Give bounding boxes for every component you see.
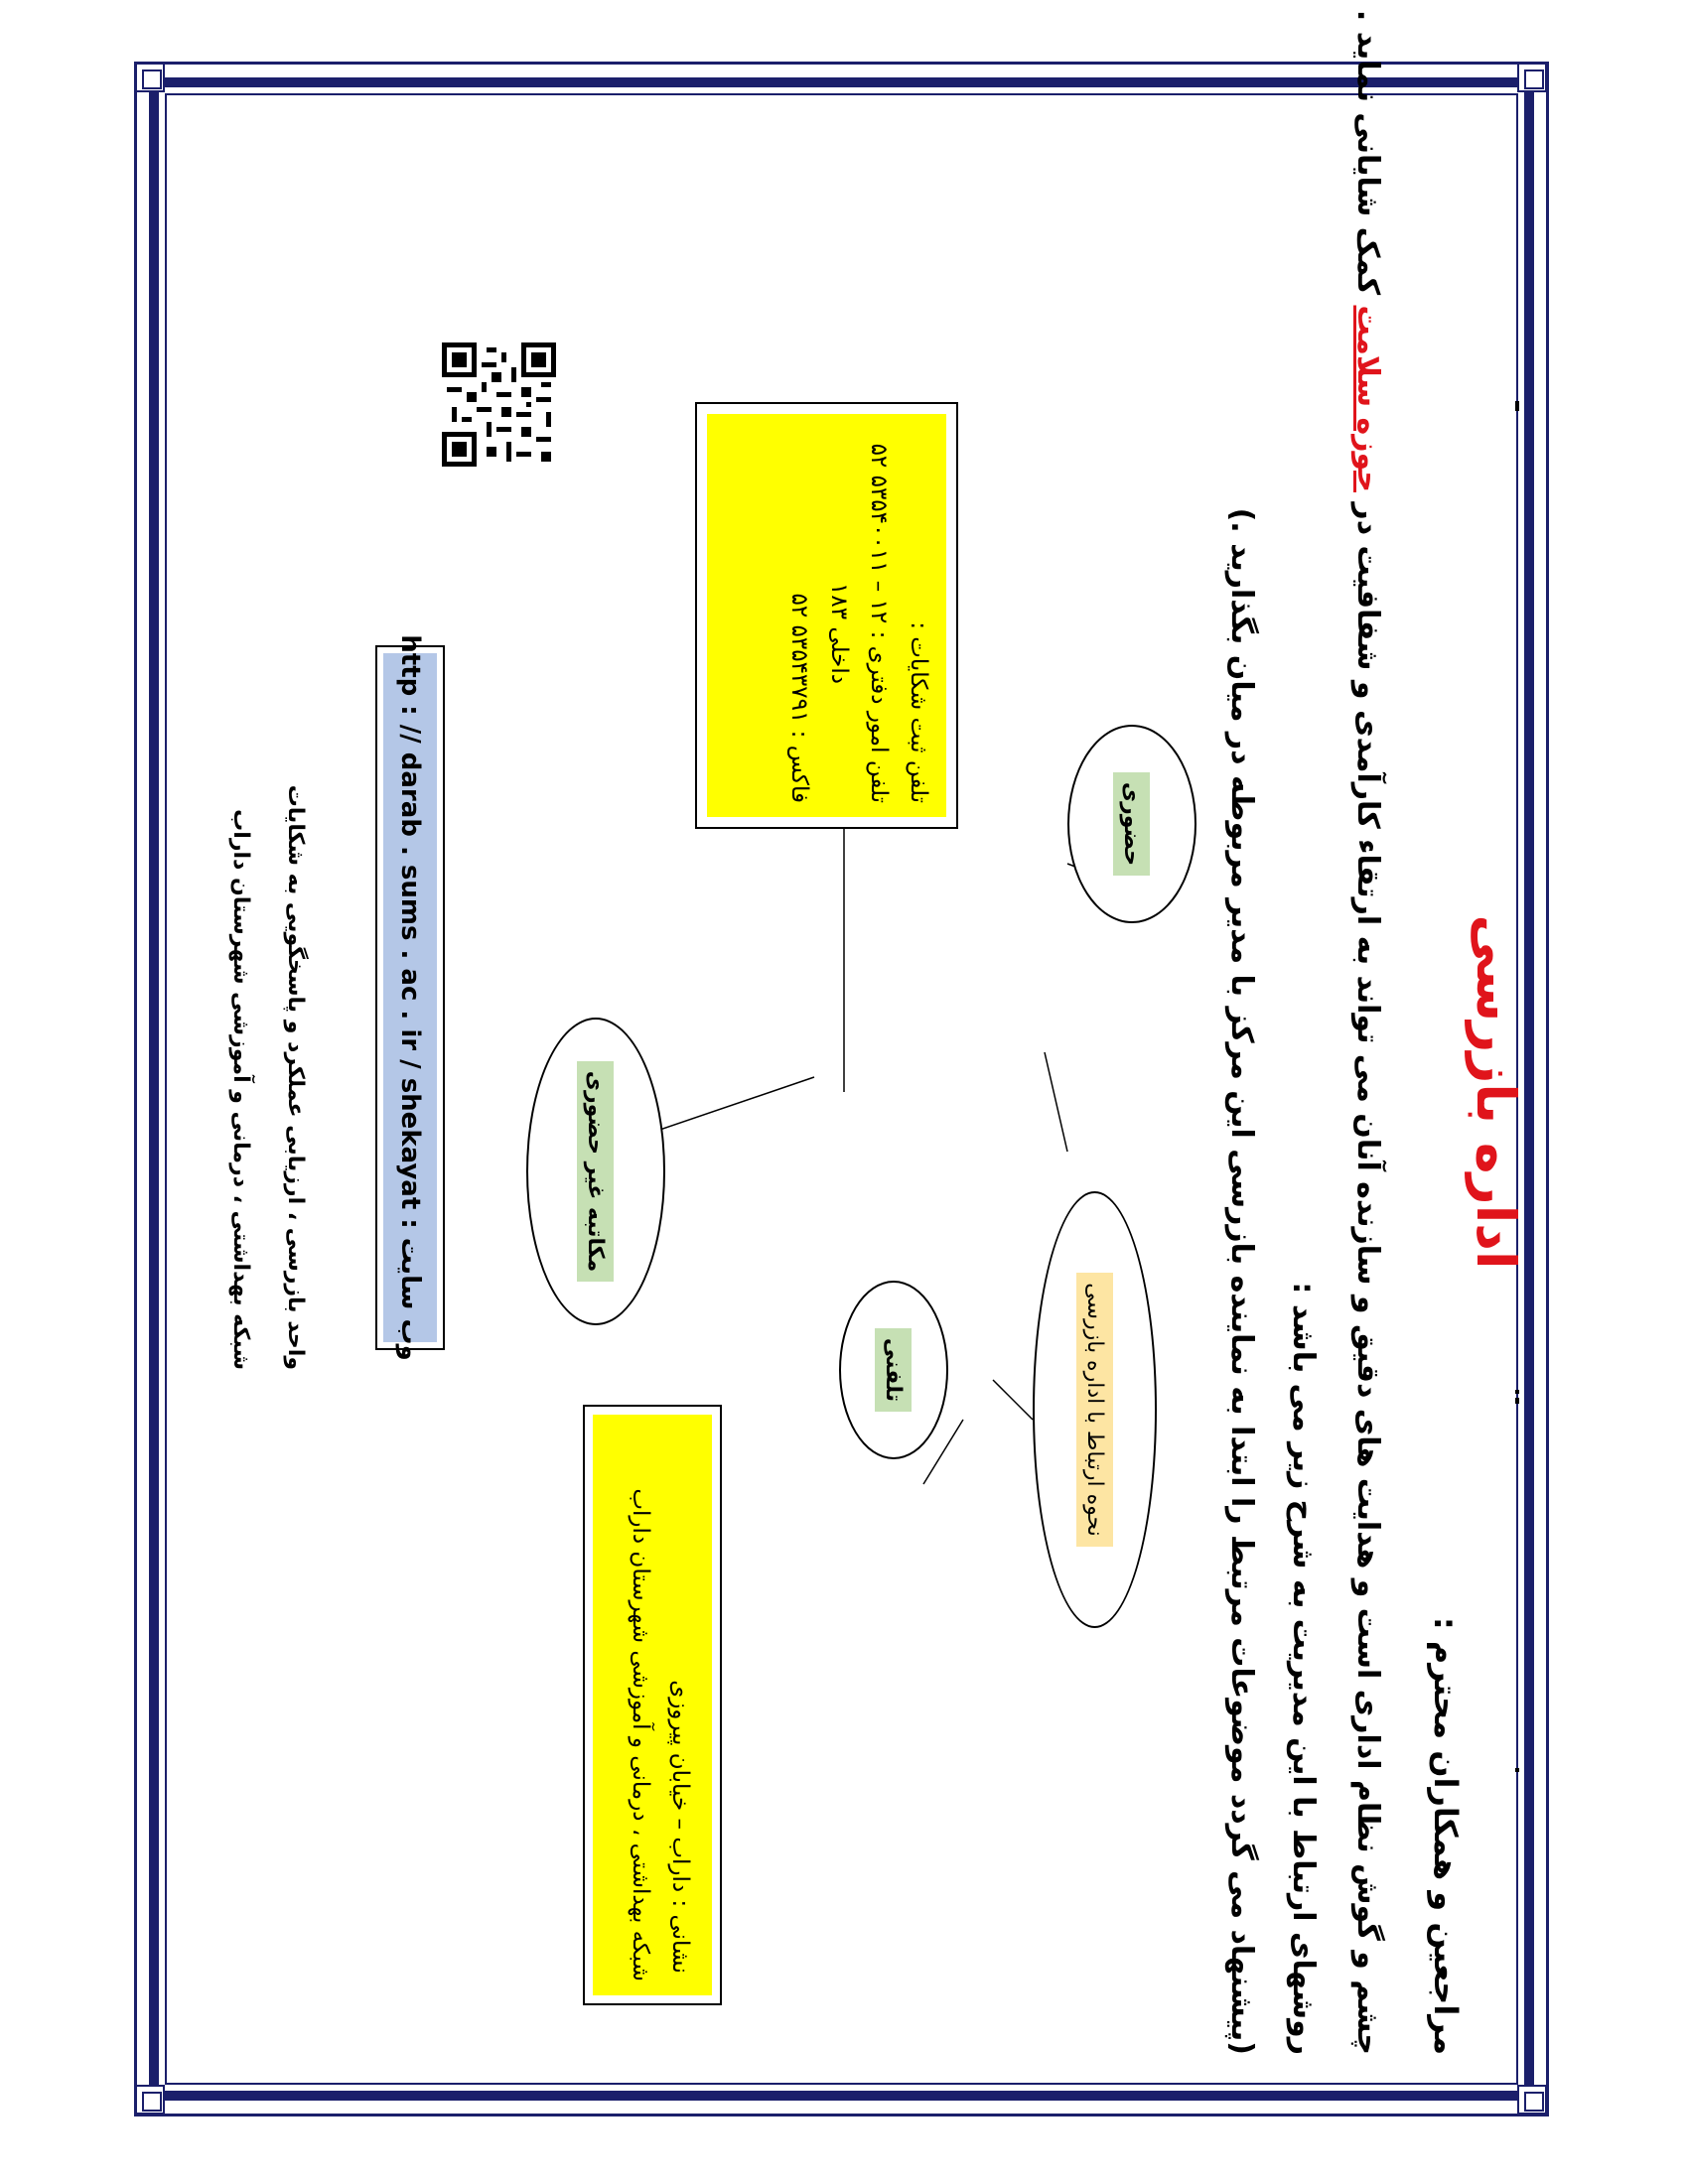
rotated-page-content [169,9,1527,2085]
connector-line [993,1380,1033,1420]
footer-block [194,784,323,1370]
phone-node-ellipse [839,1281,948,1459]
inperson-node-ellipse [1067,725,1196,923]
written-node-label: مکاتبه غیر حضوری [578,1061,615,1282]
address-text [593,1415,712,1995]
fax-number: فاکس : ۵۳۵۴۳۷۹۱ ۵۲ [786,593,812,803]
page-title: اداره بازرسی [1465,914,1527,1270]
phone-info-fill [707,414,946,817]
phone-info-box [695,402,958,829]
qr-code-icon [442,342,556,467]
methods-intro: روشهای ارتباط با این مدیریت به شرح زیر می باشد : [1286,1282,1321,2055]
address-org: شبکه بهداشتی ، درمانی و آموزشی شهرستان داراب [628,1488,653,1981]
health-domain-highlight: حوزه سلامت [1350,305,1385,492]
phone-node-label: تلفنی [876,1328,913,1412]
body-text-line1: چشم و گوش نظام اداری است و هدایت های دقیق و سازنده آنان می تواند به ارتقاء کارآمدی و شفافیت در حوزه سلامت کمک شایانی نماید . [1350,9,1385,2055]
website-fill [383,634,437,1361]
center-node-label: نحوه ارتباط با اداره بازرسی [1076,1273,1113,1547]
address-line: نشانی : داراب – خیابان پیروزی [667,1680,693,1974]
footer-org: شبکه بهداشتی ، درمانی و آموزشی شهرستان داراب [228,809,253,1370]
phone-info-text [707,414,946,817]
written-node-ellipse [526,1018,665,1325]
qr-code [442,342,556,467]
frame-corner-ornament [135,63,165,92]
connector-line [1045,1052,1067,1152]
address-box [583,1405,722,2005]
inperson-node-label: حضوری [1114,772,1151,876]
website-link[interactable]: http : // darab . sums . ac . ir / shekayat : وب سایت [395,634,425,1361]
frame-corner-ornament [1517,2085,1547,2115]
footer-text [194,784,323,1370]
diagram-connectors [169,99,1519,2085]
suggestion-note: (پیشنهاد می گردد موضوعات مرتبط را ابتدا به نماینده بازرسی این مرکز با مدیر مربوطه در میان بگذارید .) [1224,507,1259,2055]
extension: داخلی ۱۸۳ [826,582,852,684]
footer-unit: واحد بازرسی ، ارزیابی عملکرد و پاسخگویی به شکایات [283,784,308,1370]
website-box [375,634,445,1361]
office-phone: تلفن امور دفتری : ۱۲ – ۵۳۵۴۰۰۱۱ ۵۲ [866,443,892,803]
complaints-phone-label: تلفن ثبت شکایات : [906,621,931,803]
frame-corner-ornament [135,2085,165,2115]
center-node-ellipse [1033,1191,1157,1628]
frame-corner-ornament [1517,63,1547,92]
address-fill [593,1415,712,1995]
greeting: مراجعین و همکاران محترم : [1427,1616,1465,2055]
